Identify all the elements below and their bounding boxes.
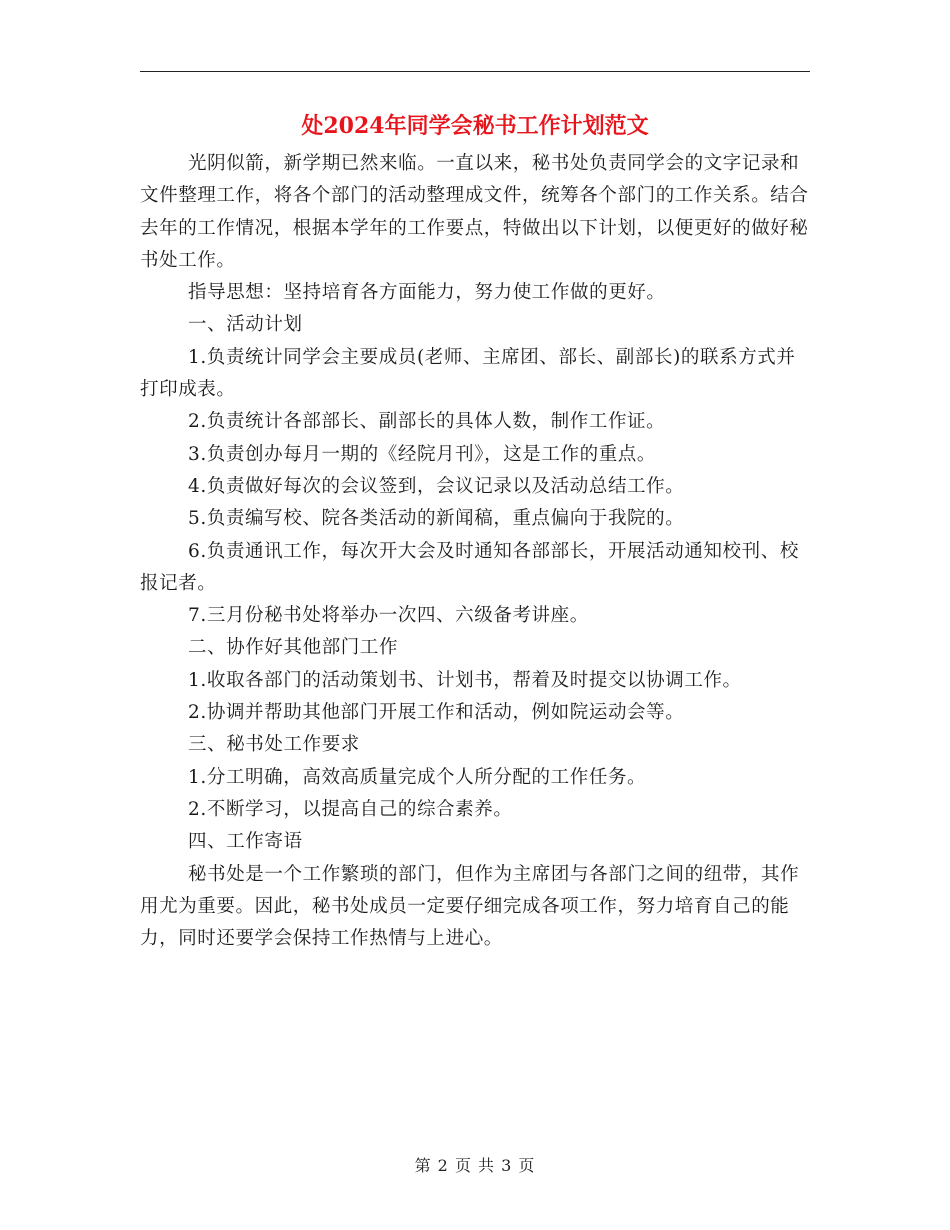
- list-item: 1.负责统计同学会主要成员(老师、主席团、部长、副部长)的联系方式并打印成表。: [140, 346, 796, 401]
- header-rule: [140, 71, 810, 72]
- paragraph-guiding-idea: 指导思想：坚持培育各方面能力，努力使工作做的更好。: [188, 282, 666, 304]
- document-title: 处2024年同学会秘书工作计划范文: [301, 113, 649, 139]
- document-body: [140, 148, 810, 955]
- list-item: 7.三月份秘书处将举办一次四、六级备考讲座。: [188, 605, 589, 627]
- list-item: 1.收取各部门的活动策划书、计划书，帮着及时提交以协调工作。: [188, 669, 742, 691]
- paragraph-closing: 秘书处是一个工作繁琐的部门，但作为主席团与各部门之间的纽带，其作用尤为重要。因此，秘书处成员一定要仔细完成各项工作，努力培育自己的能力，同时还要学会保持工作热情与上进心。: [140, 863, 800, 950]
- list-item: 2.不断学习，以提高自己的综合素养。: [188, 798, 513, 820]
- section-heading-cooperation: 二、协作好其他部门工作: [188, 637, 399, 659]
- section-heading-activity-plan: 一、活动计划: [188, 314, 303, 336]
- list-item: 2.协调并帮助其他部门开展工作和活动，例如院运动会等。: [188, 702, 685, 724]
- list-item: 5.负责编写校、院各类活动的新闻稿，重点偏向于我院的。: [188, 508, 685, 530]
- list-item: 6.负责通讯工作，每次开大会及时通知各部部长，开展活动通知校刊、校报记者。: [140, 540, 799, 594]
- list-item: 4.负责做好每次的会议签到，会议记录以及活动总结工作。: [188, 475, 685, 497]
- page-number-footer: 第 2 页 共 3 页: [414, 1156, 536, 1175]
- paragraph-intro: 光阴似箭，新学期已然来临。一直以来，秘书处负责同学会的文字记录和文件整理工作，将各个部门的活动整理成文件，统筹各个部门的工作关系。结合去年的工作情况，根据本学年的工作要点，特做出以下计划，以便更好的做好秘书处工作。: [140, 153, 809, 271]
- list-item: 1.分工明确，高效高质量完成个人所分配的工作任务。: [188, 766, 647, 788]
- list-item: 3.负责创办每月一期的《经院月刊》，这是工作的重点。: [188, 443, 657, 465]
- section-heading-message: 四、工作寄语: [188, 831, 303, 853]
- list-item: 2.负责统计各部部长、副部长的具体人数，制作工作证。: [188, 411, 666, 433]
- section-heading-requirements: 三、秘书处工作要求: [188, 734, 360, 756]
